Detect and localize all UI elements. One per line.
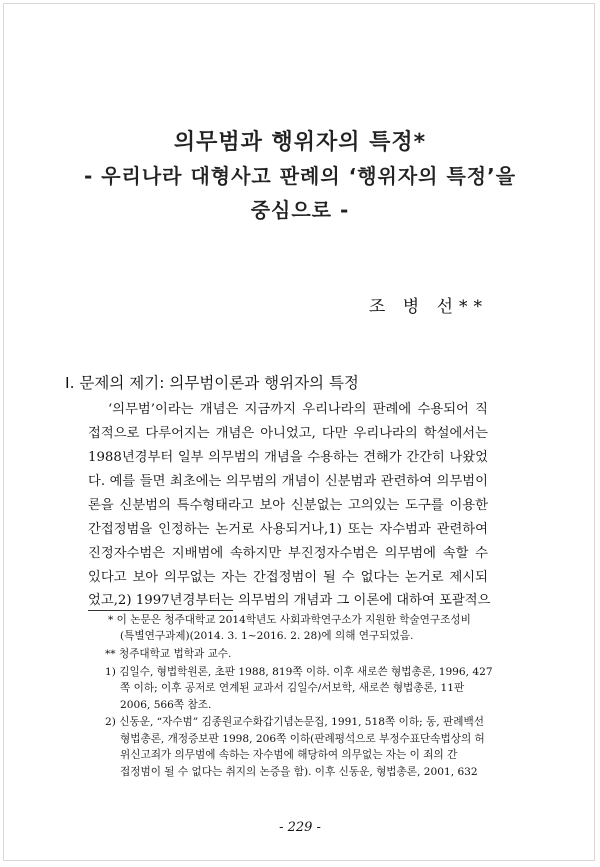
body-line: 다. 예를 들면 최초에는 의무범의 개념이 신분범과 관련하여 의무범이 xyxy=(88,474,488,489)
footnote-line: (특별연구과제)(2014. 3. 1~2016. 2. 28)에 의해 연구되었음. xyxy=(120,630,414,642)
footnote-line: ** 청주대학교 법학과 교수. xyxy=(105,648,232,660)
footnote-line: 쪽 이하; 이후 공저로 연계된 교과서 김일수/서보학, 새로쓴 형법총론, 11판 xyxy=(120,682,465,694)
body-line: 접적으로 다루어지는 개념은 아니었고, 다만 우리나라의 학설에서는 xyxy=(88,426,488,441)
body-line: 있다고 보아 의무없는 자는 간접정범이 될 수 없다는 논거로 제시되 xyxy=(88,570,488,585)
footnote-line: 형법총론, 개정증보판 1998, 206쪽 이하(판례평석으로 부정수표단속법상의 허 xyxy=(120,733,485,745)
footnote-line: * 이 논문은 청주대학교 2014학년도 사회과학연구소가 지원한 학술연구조성비 xyxy=(108,614,471,626)
title-line-3: 중심으로 - xyxy=(250,198,350,222)
page-number: - 229 - xyxy=(279,820,321,835)
footnote-line: 2006, 566쪽 참조. xyxy=(120,699,212,711)
footnote-line: 접정범이 될 수 없다는 취지의 논증을 함). 이후 신동운, 형법총론, 2001, 632 xyxy=(120,766,478,778)
body-line: 진정자수범은 지배범에 속하지만 부진정자수범은 의무범에 속할 수 xyxy=(88,546,488,561)
footnote-line: 2) 신동운, “자수범” 김종원교수화갑기념논문집, 1991, 518쪽 이하; 동, 판례백선 xyxy=(105,716,484,728)
footnote-line: 1) 김일수, 형법학원론, 초판 1988, 819쪽 이하. 이후 새로쓴 형법총론, 1996, 427 xyxy=(105,666,493,678)
body-line: ‘의무범’이라는 개념은 지금까지 우리나라의 판례에 수용되어 직 xyxy=(108,402,488,417)
body-line: 1988년경부터 일부 의무범의 개념을 수용하는 견해가 간간히 나왔었 xyxy=(88,450,488,465)
section-heading: I. 문제의 제기: 의무범이론과 행위자의 특정 xyxy=(65,374,359,392)
body-line: 론을 신분범의 특수형태라고 보아 신분없는 고의있는 도구를 이용한 xyxy=(88,498,488,513)
body-line: 간접정범을 인정하는 논거로 사용되거나,1) 또는 자수범과 관련하여 xyxy=(88,522,488,537)
title-line-1: 의무범과 행위자의 특정* xyxy=(173,130,427,155)
body-line: 었고,2) 1997년경부터는 의무범의 개념과 그 이론에 대하여 포괄적으 xyxy=(88,593,491,608)
footnote-separator xyxy=(88,610,233,611)
footnote-line: 위신고죄가 의무범에 속하는 자수범에 해당하여 의무없는 자는 이 죄의 간 xyxy=(120,749,458,761)
author-name: 조 병 선** xyxy=(368,297,488,317)
title-line-2: - 우리나라 대형사고 판례의 ‘행위자의 특정’을 xyxy=(83,164,517,188)
